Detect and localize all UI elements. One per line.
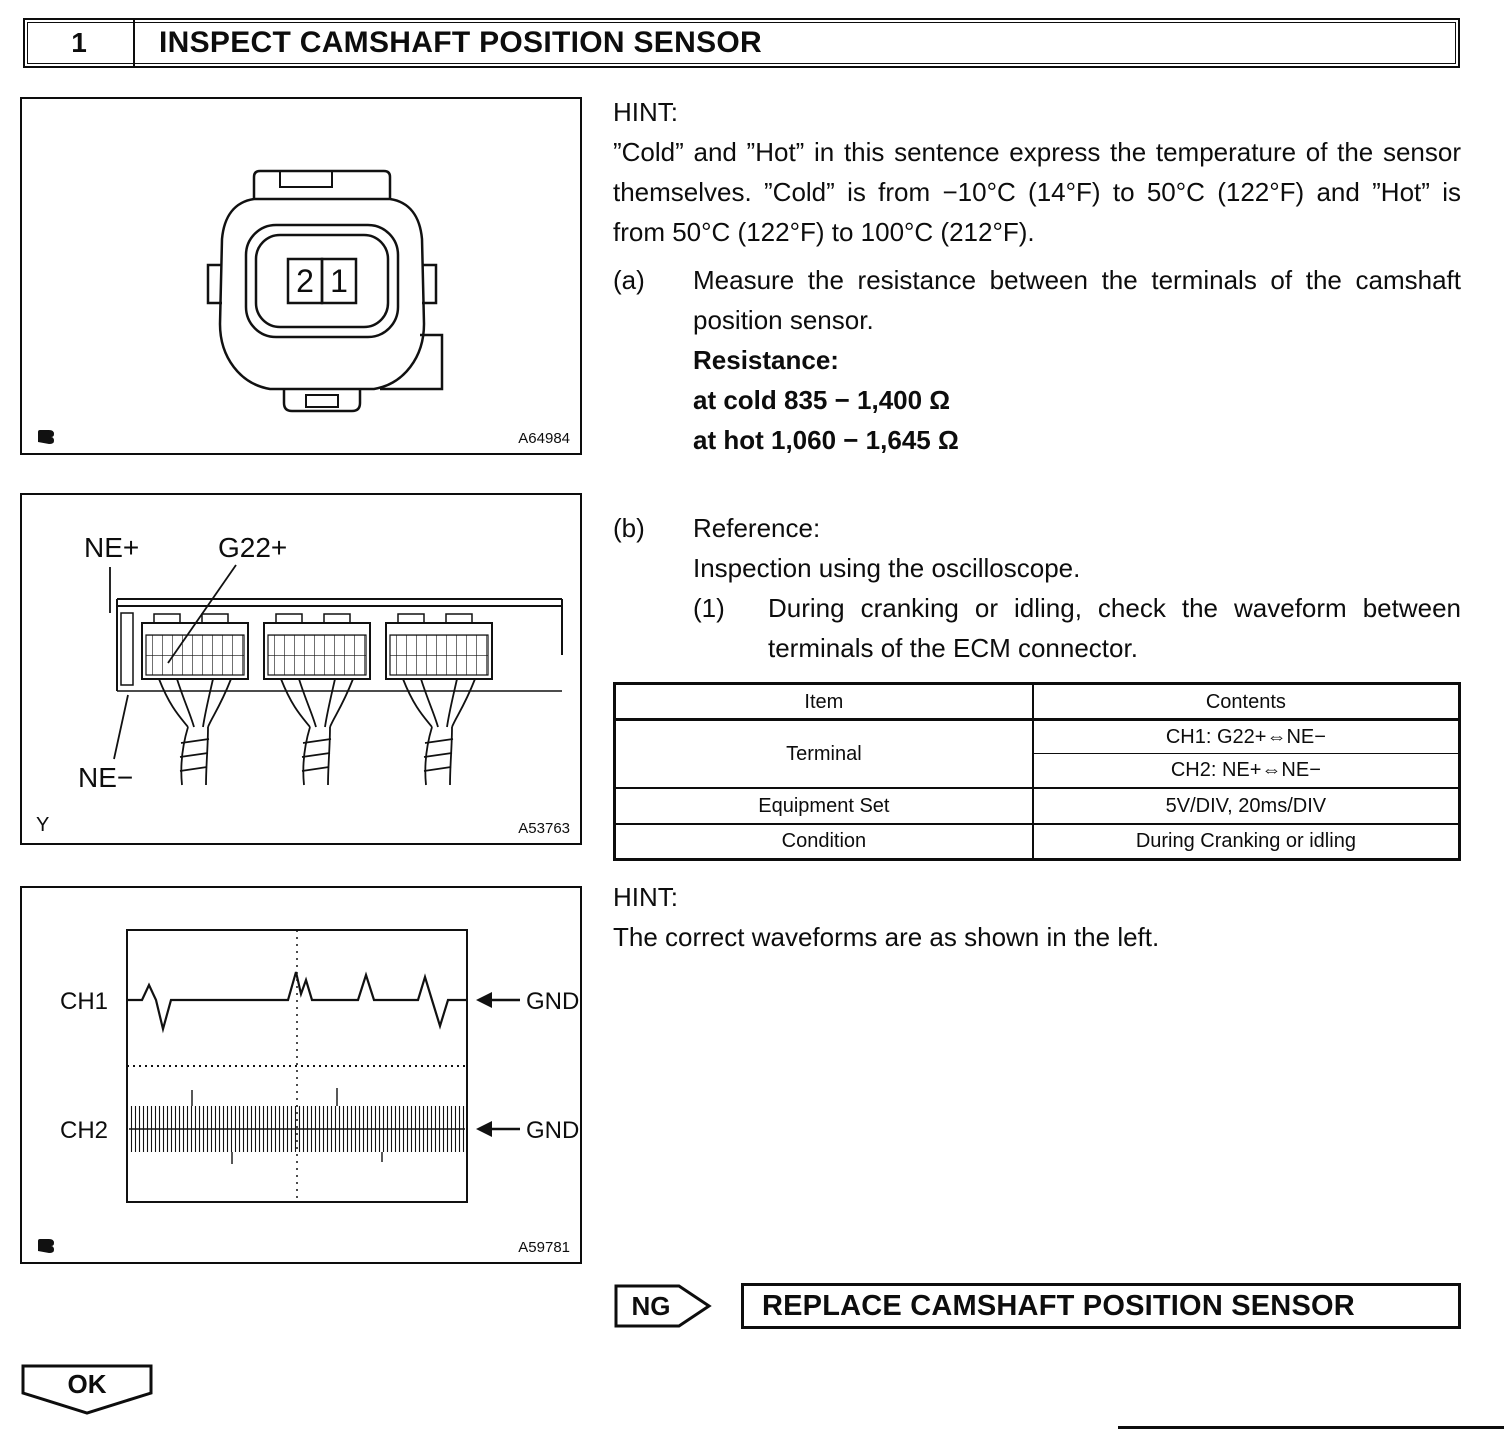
figure-code: A59781 xyxy=(518,1239,570,1256)
table-cell-item: Equipment Set xyxy=(615,788,1033,824)
ng-arrow-shape xyxy=(613,1283,713,1329)
oscilloscope-drawing xyxy=(22,888,579,1261)
step-b1-text: During cranking or idling, check the waveform between terminals of the ECM connector. xyxy=(768,593,1461,663)
figure-oscilloscope xyxy=(20,886,582,1264)
connector-top-tab xyxy=(254,171,390,199)
step-a-marker: (a) xyxy=(613,265,645,295)
table-cell-item: Condition xyxy=(615,824,1033,860)
hint-text: ”Cold” and ”Hot” in this sentence express the temperature of the sensor themselves. ”Cold” is from −10°C (14°F) to 50°C (122°F) and ”Hot” is from 50°C (122°F) to 100°C (212°F). xyxy=(613,137,1461,247)
resistance-cold-value: at cold 835 − 1,400 Ω xyxy=(693,385,951,415)
step-a xyxy=(613,260,1461,340)
step-header xyxy=(23,18,1460,68)
instructions-column xyxy=(613,92,1461,957)
step-b-text: Reference: xyxy=(693,513,821,543)
table-header-row xyxy=(615,684,1460,720)
connector-bottom-step xyxy=(380,335,442,389)
terminal-1-label: 1 xyxy=(330,263,348,299)
step-b xyxy=(613,508,1461,668)
stamp-icon xyxy=(36,428,56,444)
stamp-icon xyxy=(36,1237,56,1253)
resistance-spec xyxy=(693,340,1461,460)
figure-corner-label: Y xyxy=(36,814,50,836)
hint-label: HINT: xyxy=(613,97,678,127)
ng-decision-row xyxy=(613,1283,1461,1329)
terminal-2-label: 2 xyxy=(296,263,314,299)
step-b1 xyxy=(693,588,1461,668)
table-cell-contents: CH1: G22+⇔NE− xyxy=(1033,720,1460,754)
table-header-item: Item xyxy=(615,684,1033,720)
hint-label: HINT: xyxy=(613,882,678,912)
table-cell-contents: 5V/DIV, 20ms/DIV xyxy=(1033,788,1460,824)
ok-shape xyxy=(20,1363,154,1417)
label-ne-minus: NE− xyxy=(78,762,134,793)
resistance-hot-value: at hot 1,060 − 1,645 Ω xyxy=(693,425,959,455)
figure-connector xyxy=(20,97,582,455)
gnd-arrow-ch2 xyxy=(476,1121,520,1137)
label-g22-plus: G22+ xyxy=(218,532,288,563)
gnd-label: GND xyxy=(526,988,579,1015)
table-row xyxy=(615,720,1460,754)
page-title: INSPECT CAMSHAFT POSITION SENSOR xyxy=(159,26,762,59)
resistance-heading: Resistance: xyxy=(693,345,839,375)
step-number: 1 xyxy=(25,20,135,66)
ch2-label: CH2 xyxy=(60,1117,109,1144)
ch1-label: CH1 xyxy=(60,988,109,1015)
ecm-drawing xyxy=(22,495,579,842)
hint-text: The correct waveforms are as shown in the left. xyxy=(613,922,1160,952)
table-header-contents: Contents xyxy=(1033,684,1460,720)
step-a-text: Measure the resistance between the terminals of the camshaft position sensor. xyxy=(693,265,1461,335)
label-ne-plus: NE+ xyxy=(84,532,140,563)
gnd-arrow-ch1 xyxy=(476,992,520,1008)
ok-label: OK xyxy=(67,1369,107,1399)
ng-action-box: REPLACE CAMSHAFT POSITION SENSOR xyxy=(741,1283,1461,1329)
connector-drawing xyxy=(22,99,579,452)
step-b1-marker: (1) xyxy=(693,593,725,623)
figure-code: A53763 xyxy=(518,820,570,837)
waveform-spec-table xyxy=(613,682,1461,861)
table-cell-contents: During Cranking or idling xyxy=(1033,824,1460,860)
gnd-label: GND xyxy=(526,1117,579,1144)
step-b-detail: Inspection using the oscilloscope. xyxy=(693,553,1081,583)
table-cell-item: Terminal xyxy=(615,720,1033,788)
page-edge-artifact xyxy=(1118,1426,1504,1429)
step-b-marker: (b) xyxy=(613,513,645,543)
table-row xyxy=(615,824,1460,860)
table-cell-contents: CH2: NE+⇔NE− xyxy=(1033,754,1460,788)
figure-ecm-connector xyxy=(20,493,582,845)
figure-code: A64984 xyxy=(518,430,570,447)
ng-label: NG xyxy=(631,1291,671,1321)
table-row xyxy=(615,788,1460,824)
